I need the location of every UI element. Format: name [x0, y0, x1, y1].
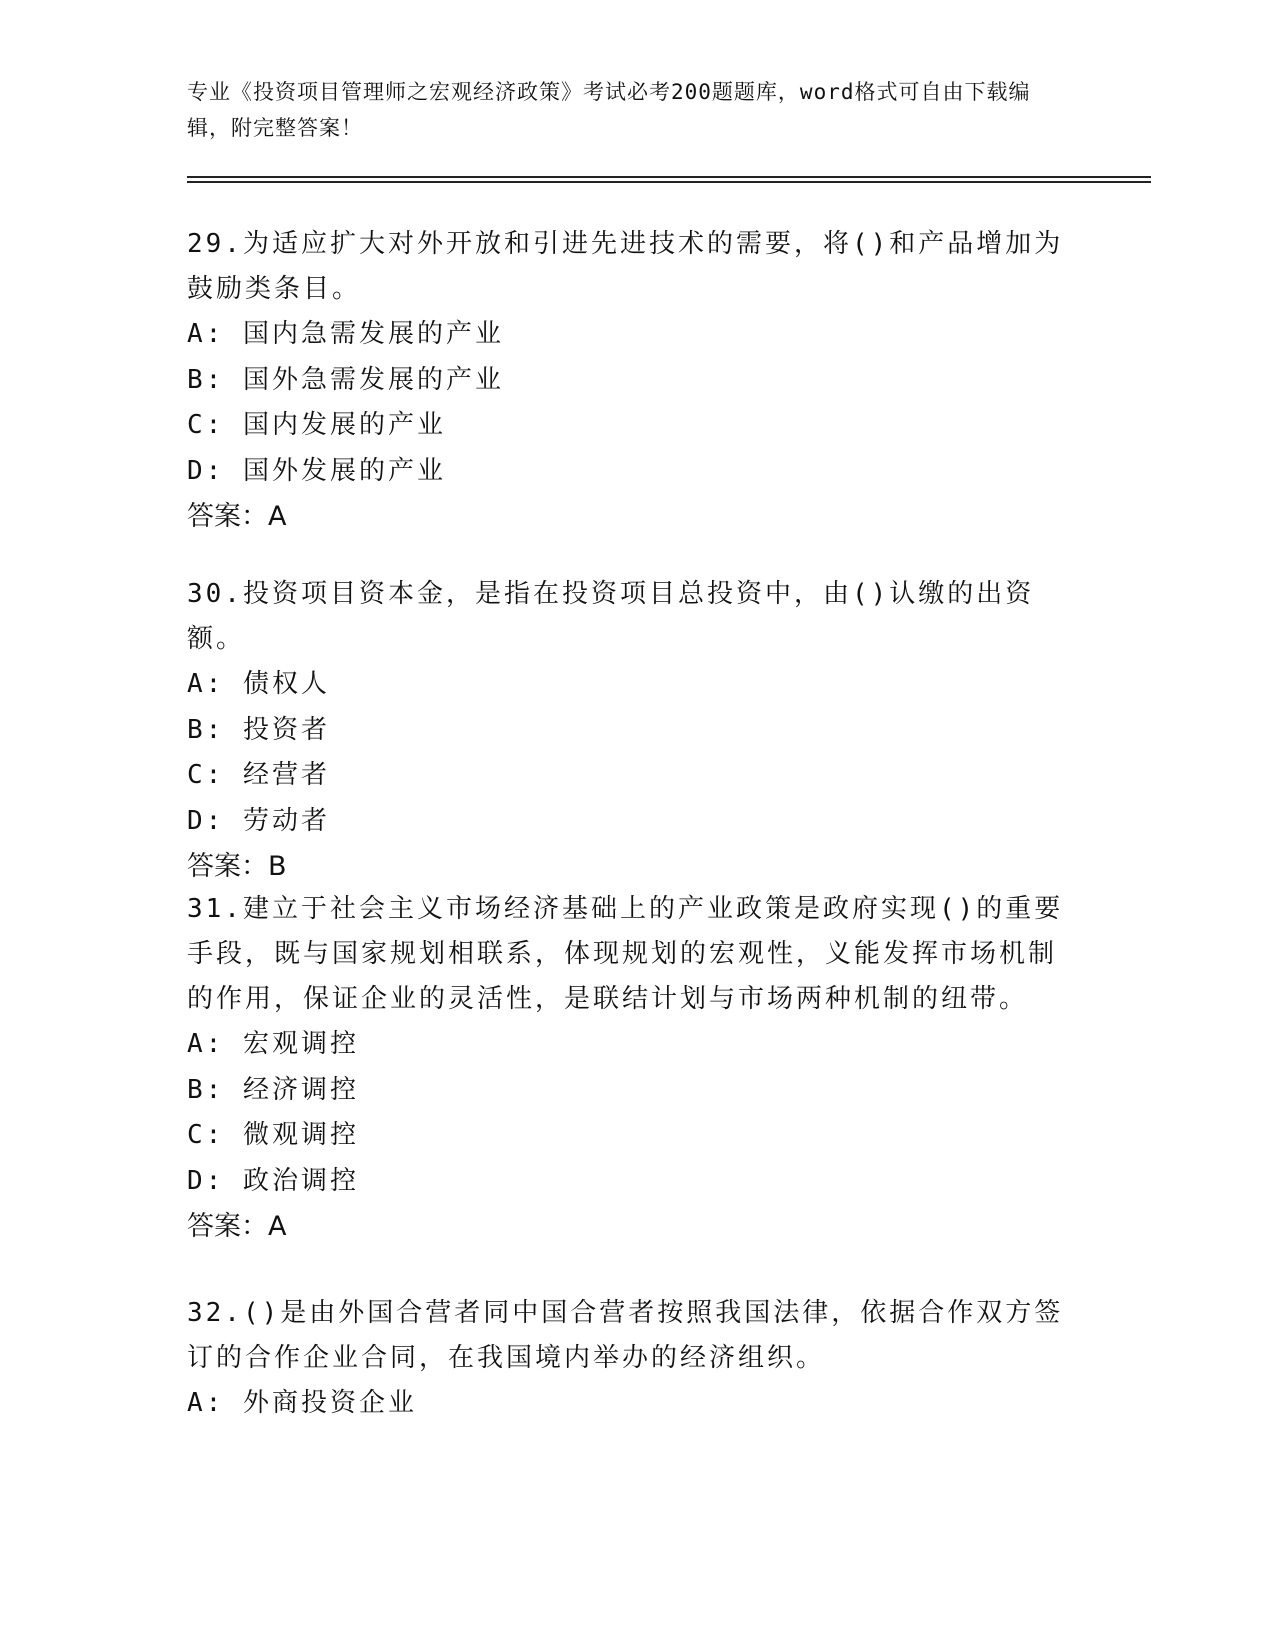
- header-divider-bottom: [187, 181, 1151, 183]
- header-divider-top: [187, 176, 1151, 178]
- option-b: B: 经济调控: [187, 1074, 359, 1105]
- option-d: D: 国外发展的产业: [187, 455, 446, 486]
- question-stem: 29.为适应扩大对外开放和引进先进技术的需要，将()和产品增加为鼓励类条目。: [187, 229, 1064, 304]
- option-d: D: 劳动者: [187, 805, 330, 836]
- option-b: B: 国外急需发展的产业: [187, 364, 504, 395]
- option-a: A: 债权人: [187, 669, 330, 699]
- document-header: 专业《投资项目管理师之宏观经济政策》考试必考200题题库，word格式可自由下载编辑，附完整答案！: [187, 80, 1031, 140]
- answer: 答案：A: [187, 501, 287, 532]
- question-stem: 30.投资项目资本金，是指在投资项目总投资中，由()认缴的出资额。: [187, 579, 1035, 654]
- answer: 答案：B: [187, 851, 287, 882]
- answer: 答案：A: [187, 1211, 287, 1242]
- option-b: B: 投资者: [187, 714, 330, 745]
- question-31: [187, 887, 1067, 1249]
- question-29: [187, 222, 1067, 539]
- option-c: C: 微观调控: [187, 1120, 359, 1150]
- option-d: D: 政治调控: [187, 1165, 359, 1196]
- question-30: [187, 572, 1067, 889]
- question-stem: 32.()是由外国合营者同中国合营者按照我国法律，依据合作双方签订的合作企业合同，在我国境内举办的经济组织。: [187, 1298, 1064, 1373]
- question-32: [187, 1291, 1067, 1427]
- option-c: C: 经营者: [187, 760, 330, 790]
- option-a: A: 国内急需发展的产业: [187, 319, 504, 349]
- option-a: A: 外商投资企业: [187, 1388, 417, 1418]
- option-a: A: 宏观调控: [187, 1029, 359, 1059]
- option-c: C: 国内发展的产业: [187, 410, 446, 440]
- question-stem: 31.建立于社会主义市场经济基础上的产业政策是政府实现()的重要手段，既与国家规划相联系，体现规划的宏观性，义能发挥市场机制的作用，保证企业的灵活性，是联结计划与市场两种机制的纽带。: [187, 894, 1064, 1014]
